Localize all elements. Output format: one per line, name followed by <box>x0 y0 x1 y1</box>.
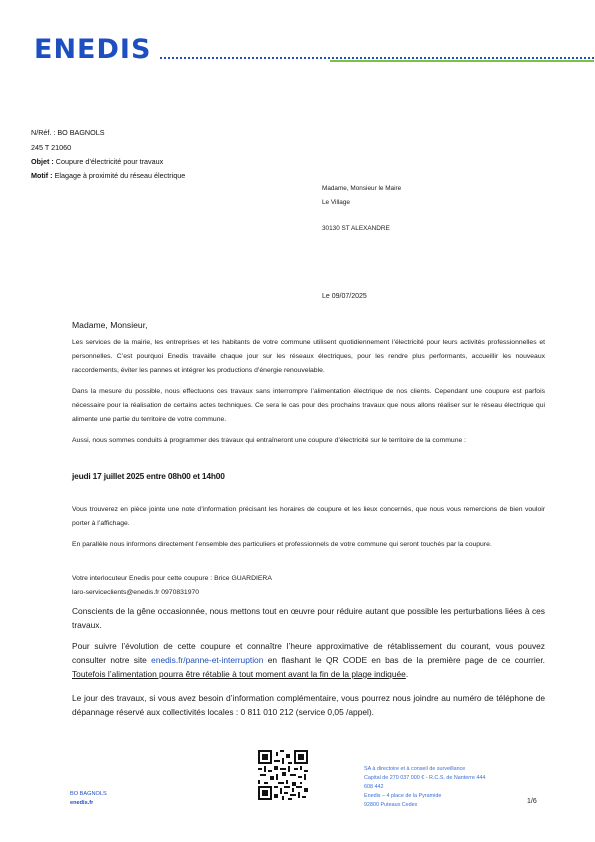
letter-date: Le 09/07/2025 <box>322 293 367 300</box>
recipient-line-3: 30130 ST ALEXANDRE <box>322 225 390 232</box>
contact-email: laro-serviceclients@enedis.fr 0970831970 <box>72 589 200 596</box>
qr-code-icon[interactable] <box>258 750 308 800</box>
ref-label: N/Réf. : <box>31 128 56 137</box>
paragraph-5: En parallèle nous informons directement l’ensemble des particuliers et professionnels de votre commune qui seront touchés par la coupure. <box>72 541 492 548</box>
enedis-logo: ENEDIS <box>34 34 152 65</box>
header-green-rule <box>330 60 594 62</box>
contact-line: Votre interlocuteur Enedis pour cette coupure : Brice GUARDIERA <box>72 575 272 582</box>
footer-address-line-1: Enedis – 4 place de la Pyramide <box>364 793 442 799</box>
paragraph-7-text-a: Pour suivre l’évolution de cette coupure et connaître l’heure approximative de rétablissement du courant, vous pouvez consulter notre site <box>72 641 545 665</box>
recipient-line-1: Madame, Monsieur le Maire <box>322 185 402 192</box>
motif-line <box>31 172 185 179</box>
salutation: Madame, Monsieur, <box>72 320 148 330</box>
paragraph-2: Dans la mesure du possible, nous effectuons ces travaux sans interrompre l’alimentation électrique de nos clients. Cependant une coupure est parfois nécessaire pour la réalisation de certains actes techniques. Ce sera le cas pour des prochains travaux que nous allons réaliser sur le réseau électrique qui alimente une partie du territoire de votre commune. <box>72 388 545 423</box>
paragraph-7-underlined: Toutefois l’alimentation pourra être rétablie à tout moment avant la fin de la plage indiquée <box>72 669 406 679</box>
objet-line <box>31 158 163 165</box>
footer-office: BO BAGNOLS <box>70 791 107 797</box>
ref-line <box>31 129 105 136</box>
paragraph-1: Les services de la mairie, les entreprises et les habitants de votre commune utilisent quotidiennement l’électricité pour leurs activités professionnelles et personnelles. C’est pourquoi Enedis travaille chaque jour sur les réseaux électriques, pour les rendre plus performants, accueillir les nouveaux raccordements, éviter les pannes et intégrer les productions d’énergie renouvelable. <box>72 339 545 374</box>
header-dotted-rule <box>160 57 594 59</box>
footer-legal-line-2: Capital de 270 037 000 € - R.C.S. de Nanterre 444 <box>364 775 486 781</box>
page-number: 1/6 <box>527 798 537 805</box>
footer-legal-line-3: 608 442 <box>364 784 384 790</box>
objet-value: Coupure d’électricité pour travaux <box>55 157 164 166</box>
paragraph-6: Conscients de la gêne occasionnée, nous mettons tout en œuvre pour réduire autant que possible les perturbations liées à ces travaux. <box>72 606 545 630</box>
paragraph-7-text-b: en flashant le QR CODE en bas de la première page de ce courrier. <box>263 655 545 665</box>
paragraph-7 <box>72 639 545 681</box>
footer-website-link[interactable]: enedis.fr <box>70 800 94 806</box>
outage-date-highlight: jeudi 17 juillet 2025 entre 08h00 et 14h00 <box>72 471 225 481</box>
recipient-line-2: Le Village <box>322 199 350 206</box>
footer-address-line-2: 92800 Puteaux Cedex <box>364 802 418 808</box>
ref-code: 245 T 21060 <box>31 143 72 152</box>
motif-label: Motif : <box>31 171 53 180</box>
footer-legal <box>364 765 524 810</box>
outage-link[interactable]: enedis.fr/panne-et-interruption <box>151 655 264 665</box>
paragraph-4: Vous trouverez en pièce jointe une note d’information précisant les horaires de coupure et les lieux concernés, que nous vous remercions de bien vouloir porter à l’affichage. <box>72 506 545 527</box>
paragraph-3: Aussi, nous sommes conduits à programmer des travaux qui entraîneront une coupure d’électricité sur le territoire de la commune : <box>72 437 467 444</box>
footer-legal-line-1: SA à directoire et à conseil de surveillance <box>364 766 466 772</box>
paragraph-7-end: . <box>405 669 409 679</box>
motif-value: Elagage à proximité du réseau électrique <box>54 171 186 180</box>
objet-label: Objet : <box>31 157 54 166</box>
ref-value: BO BAGNOLS <box>57 128 105 137</box>
paragraph-8: Le jour des travaux, si vous avez besoin d’information complémentaire, vous pourrez nous joindre au numéro de téléphone de dépannage réservé aux collectivités locales : 0 811 010 212 (service 0,05 /appel). <box>72 693 545 717</box>
